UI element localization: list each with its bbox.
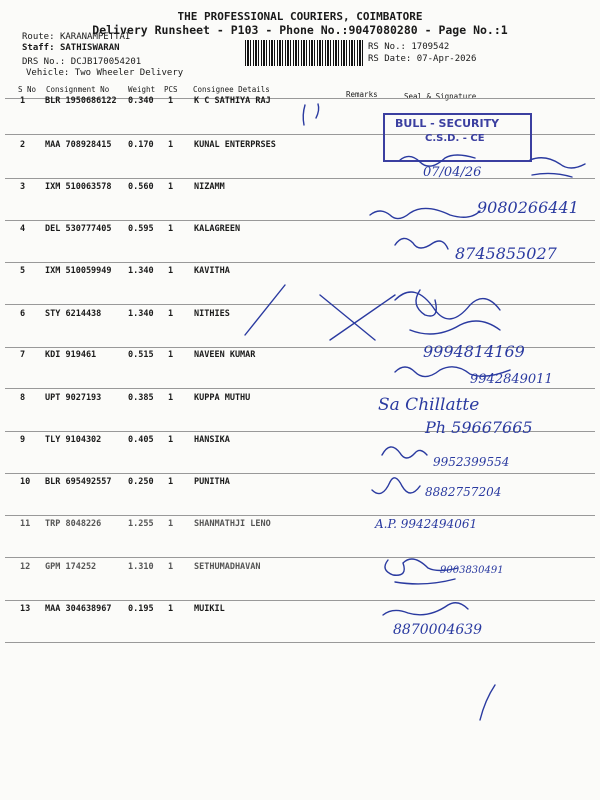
row10-signature	[372, 478, 420, 494]
consignment-no-cell: UPT 9027193	[45, 393, 102, 403]
weight-cell: 1.340	[128, 309, 154, 319]
consignee-cell: PUNITHA	[194, 477, 230, 487]
pcs-cell: 1	[168, 309, 174, 319]
row6-cross	[320, 292, 500, 340]
row13-signature	[383, 603, 468, 615]
row4-signature	[395, 238, 448, 249]
bottom-stroke	[480, 685, 495, 720]
col-remarks: Remarks	[346, 90, 378, 99]
sno-cell: 9	[20, 435, 26, 445]
consignee-cell: NITHIES	[194, 309, 230, 319]
consignee-cell: SHANMATHJI LENO	[194, 519, 271, 529]
pcs-cell: 1	[168, 96, 174, 106]
sno-cell: 2	[20, 140, 26, 150]
pcs-cell: 1	[168, 266, 174, 276]
col-consignment: Consignment No	[46, 85, 110, 94]
row2-date-handwriting: 07/04/26	[423, 165, 482, 180]
consignment-no-cell: TLY 9104302	[45, 435, 102, 445]
pcs-cell: 1	[168, 393, 174, 403]
sno-cell: 1	[20, 96, 26, 106]
consignee-cell: KAVITHA	[194, 266, 230, 276]
row5-slash	[245, 285, 285, 335]
weight-cell: 0.560	[128, 182, 154, 192]
sno-cell: 10	[20, 477, 31, 487]
consignment-no-cell: MAA 304638967	[45, 604, 112, 614]
weight-cell: 0.515	[128, 350, 154, 360]
pcs-cell: 1	[168, 224, 174, 234]
company-name: THE PROFESSIONAL COURIERS, COIMBATORE	[177, 10, 423, 23]
consignee-cell: K C SATHIYA RAJ	[194, 96, 271, 106]
sno-cell: 7	[20, 350, 26, 360]
consignee-cell: MUIKIL	[194, 604, 225, 614]
row8-phone2-handwriting: Ph 59667665	[425, 418, 533, 437]
pcs-cell: 1	[168, 435, 174, 445]
row12-phone-handwriting: 9003830491	[440, 565, 504, 576]
weight-cell: 0.405	[128, 435, 154, 445]
consignee-cell: HANSIKA	[194, 435, 230, 445]
pcs-cell: 1	[168, 477, 174, 487]
weight-cell: 0.170	[128, 140, 154, 150]
rs-no-value: 1709542	[411, 42, 450, 52]
weight-cell: 0.250	[128, 477, 154, 487]
pcs-cell: 1	[168, 350, 174, 360]
weight-cell: 0.385	[128, 393, 154, 403]
row3-signature	[370, 208, 480, 218]
rs-no-label: RS No.:	[368, 42, 406, 52]
row8-phone-handwriting: 9942849011	[470, 372, 553, 387]
sno-cell: 13	[20, 604, 31, 614]
weight-cell: 0.340	[128, 96, 154, 106]
row9-phone-handwriting: 9952399554	[433, 455, 510, 469]
weight-cell: 0.595	[128, 224, 154, 234]
row1-tick	[303, 104, 318, 125]
sno-cell: 11	[20, 519, 31, 529]
consignment-no-cell: BLR 1950686122	[45, 96, 117, 106]
row13-phone-handwriting: 8870004639	[393, 622, 483, 638]
route-value: KARANAMPETTAI	[59, 32, 131, 42]
drs-value: DCJB170054201	[70, 57, 142, 67]
stamp-line-1: BULL - SECURITY	[395, 117, 500, 130]
row11-phone-handwriting: A.P. 9942494061	[375, 517, 478, 531]
weight-cell: 1.255	[128, 519, 154, 529]
consignee-cell: KUPPA MUTHU	[194, 393, 251, 403]
col-consignee: Consignee Details	[193, 85, 270, 94]
weight-cell: 1.310	[128, 562, 154, 572]
row4-phone-handwriting: 8745855027	[455, 244, 557, 263]
pcs-cell: 1	[168, 562, 174, 572]
consignment-no-cell: IXM 510059949	[45, 266, 112, 276]
row10-phone-handwriting: 8882757204	[425, 485, 502, 499]
sno-cell: 3	[20, 182, 26, 192]
row3-phone-handwriting: 9080266441	[477, 198, 579, 217]
sno-cell: 4	[20, 224, 26, 234]
pcs-cell: 1	[168, 519, 174, 529]
route-label: Route:	[22, 32, 55, 42]
consignment-no-cell: GPM 174252	[45, 562, 97, 572]
rs-date-label: RS Date:	[368, 54, 412, 64]
consignment-no-cell: BLR 695492557	[45, 477, 112, 487]
weight-cell: 0.195	[128, 604, 154, 614]
col-sno: S No	[18, 85, 37, 94]
consignment-no-cell: STY 6214438	[45, 309, 102, 319]
vehicle-label: Vehicle:	[26, 68, 70, 78]
staff-value: SATHISWARAN	[59, 43, 120, 53]
consignment-no-cell: IXM 510063578	[45, 182, 112, 192]
consignment-no-cell: KDI 919461	[45, 350, 97, 360]
consignee-cell: KUNAL ENTERPRSES	[194, 140, 276, 150]
staff-label: Staff:	[22, 43, 55, 53]
sno-cell: 5	[20, 266, 26, 276]
sno-cell: 6	[20, 309, 26, 319]
consignment-no-cell: DEL 530777405	[45, 224, 112, 234]
consignment-no-cell: MAA 708928415	[45, 140, 112, 150]
runsheet-title: Delivery Runsheet - P103 - Phone No.:9047080280 - Page No.:1	[92, 23, 508, 37]
row7-phone-handwriting: 9994814169	[423, 342, 525, 361]
pcs-cell: 1	[168, 140, 174, 150]
col-pcs: PCS	[164, 85, 178, 94]
weight-cell: 1.340	[128, 266, 154, 276]
row8-name-handwriting: Sa Chillatte	[378, 395, 480, 415]
col-weight: Weight	[128, 85, 156, 94]
vehicle-value: Two Wheeler Delivery	[74, 68, 184, 78]
row2-scribble	[530, 158, 585, 177]
stamp-line-2: C.S.D. - CE	[425, 133, 485, 144]
consignee-cell: KALAGREEN	[194, 224, 241, 234]
consignee-cell: NAVEEN KUMAR	[194, 350, 256, 360]
pcs-cell: 1	[168, 182, 174, 192]
consignment-no-cell: TRP 8048226	[45, 519, 102, 529]
row9-signature	[382, 447, 427, 458]
consignee-cell: SETHUMADHAVAN	[194, 562, 261, 572]
rs-date-value: 07-Apr-2026	[416, 54, 477, 64]
drs-label: DRS No.:	[22, 57, 66, 67]
col-seal: Seal & Signature	[404, 92, 477, 101]
sno-cell: 12	[20, 562, 31, 572]
sno-cell: 8	[20, 393, 26, 403]
pcs-cell: 1	[168, 604, 174, 614]
consignee-cell: NIZAMM	[194, 182, 225, 192]
